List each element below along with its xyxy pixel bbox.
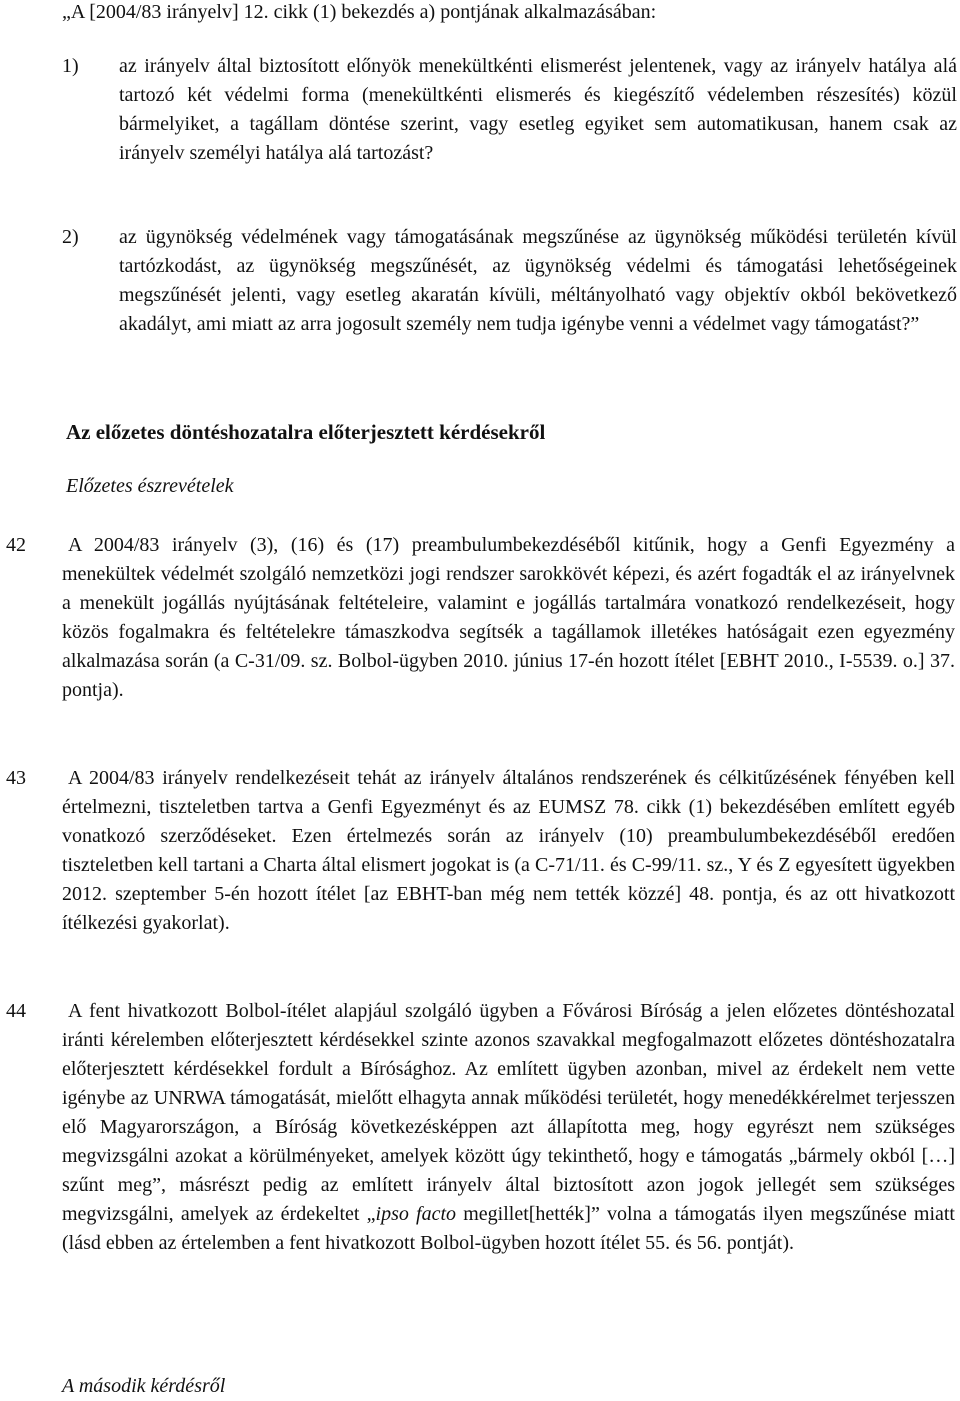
question-2 bbox=[62, 223, 957, 339]
paragraph-44 bbox=[0, 997, 960, 1258]
paragraph-number: 44 bbox=[6, 1000, 26, 1022]
paragraph-text bbox=[62, 997, 955, 1258]
intro-text: „A [2004/83 irányelv] 12. cikk (1) bekezdés a) pontjának alkalmazásában: bbox=[62, 1, 657, 23]
paragraph-text-part: megillet[hették]” volna a támogatás ilyen megszűnése miatt (lásd ebben az értelemben a fent hivatkozott Bolbol-ügyben hozott ítélet 55. és 56. pontját). bbox=[62, 1203, 955, 1254]
question-text: az ügynökség védelmének vagy támogatásának megszűnése az ügynökség működési területén kívül tartózkodást, az ügynökség megszűnését, az ügynökség védelmi és támogatási lehetőségeinek megszűnését jelenti, vagy esetleg akaratán kívüli, méltányolható vagy objektív okból bekövetkező akadályt, ami miatt az arra jogosult személy nem tudja igénybe venni a védelmet vagy támogatást?” bbox=[119, 226, 957, 335]
next-section-heading: A második kérdésről bbox=[62, 1375, 226, 1397]
section-subheading: Előzetes észrevételek bbox=[66, 475, 234, 497]
question-number: 1) bbox=[62, 55, 79, 77]
italic-term: ipso facto bbox=[375, 1203, 457, 1225]
question-text: az irányelv által biztosított előnyök menekültkénti elismerést jelentenek, vagy az irányelv hatálya alá tartozó két védelmi forma (menekültkénti elismerés és kiegészítő védelemben részesítés) közül bármelyiket, a tagállam döntése szerint, vagy esetleg egyiket sem automatikusan, hanem csak az irányelv személyi hatálya alá tartozást? bbox=[119, 55, 957, 164]
paragraph-number: 43 bbox=[6, 767, 26, 789]
paragraph-number: 42 bbox=[6, 534, 26, 556]
paragraph-text-part: A fent hivatkozott Bolbol-ítélet alapjául szolgáló ügyben a Fővárosi Bíróság a jelen előzetes döntéshozatal iránti kérelemben előterjesztett kérdésekkel szinte azonos szavakkal megfogalmazott előzetes döntéshozatalra előterjesztett kérdésekkel fordult a Bírósághoz. Az említett ügyben azonban, mivel az érdekelt nem vette igénybe az UNRWA támogatását, mielőtt elhagyta annak működési területét, hogy menedékkérelmet terjesszen elő Magyarországon, a Bíróság következésképpen azt állapította meg, hogy egyrészt nem szükséges megvizsgálni azokat a körülményeket, amelyek között úgy tekinthető, hogy e támogatás „bármely okból […] szűnt meg”, másrészt pedig az említett irányelv által biztosított azon jogok jellegét sem szükséges megvizsgálni, amelyek az érdekeltet „ bbox=[62, 1000, 955, 1225]
paragraph-42 bbox=[0, 531, 960, 705]
paragraph-43 bbox=[0, 764, 960, 938]
question-number: 2) bbox=[62, 226, 79, 248]
paragraph-text: A 2004/83 irányelv rendelkezéseit tehát az irányelv általános rendszerének és célkitűzésének fényében kell értelmezni, tiszteletben tartva a Genfi Egyezményt és az EUMSZ 78. cikk (1) bekezdésében említett egyéb vonatkozó szerződéseket. Ezen értelmezés során az irányelv (10) preambulumbekezdéséből eredően tiszteletben kell tartani a Charta által elismert jogokat is (a C-71/11. és C-99/11. sz., Y és Z egyesített ügyekben 2012. szeptember 5-én hozott ítélet [az EBHT-ban még nem tették közzé] 48. pontja, és az ott hivatkozott ítélkezési gyakorlat). bbox=[62, 767, 955, 934]
section-heading: Az előzetes döntéshozatalra előterjesztett kérdésekről bbox=[66, 420, 546, 444]
question-1 bbox=[62, 52, 957, 168]
paragraph-text: A 2004/83 irányelv (3), (16) és (17) preambulumbekezdéséből kitűnik, hogy a Genfi Egyezmény a menekültek védelmét szolgáló nemzetközi jogi rendszer sarokkövét képezi, és azért fogadták el az irányelvnek a menekült jogállás nyújtásának feltételeire, valamint e jogállás tartalmára vonatkozó rendelkezéseit, hogy közös fogalmakra és feltételekre támaszkodva segítsék a tagállamok illetékes hatóságait ezen egyezmény alkalmazása során (a C-31/09. sz. Bolbol-ügyben 2010. június 17-én hozott ítélet [EBHT 2010., I-5539. o.] 37. pontja). bbox=[62, 534, 955, 701]
